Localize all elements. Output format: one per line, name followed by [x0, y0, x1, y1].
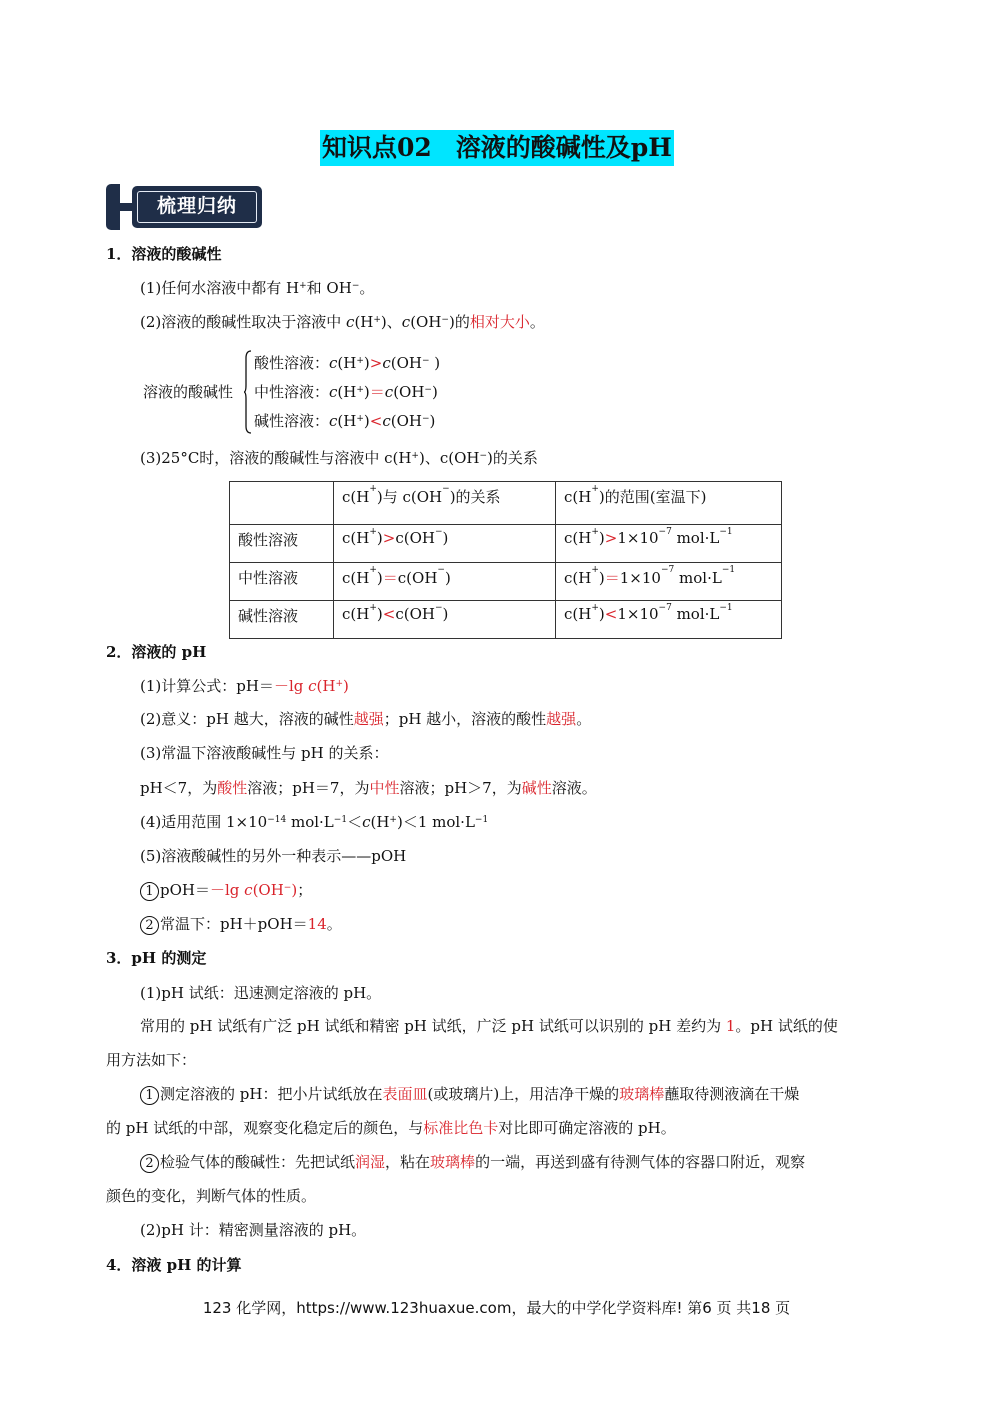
row-range: $c(H^+)=1\times 10^{-7}$ $mol\cdot L^{-1}$ [556, 563, 782, 601]
row-range: $c(H^+)>1\times 10^{-7}$ $mol\cdot L^{-1}$ [556, 525, 782, 563]
acidity-table [229, 481, 782, 639]
para-relation: (3)常温下溶液酸碱性与 pH 的关系： [140, 744, 389, 762]
table-header-relation: c(H+)与 c(OH−)的关系 [334, 482, 556, 525]
table-row [230, 601, 782, 639]
row-label: 中性溶液 [230, 563, 334, 601]
table-row [230, 525, 782, 563]
page-title: 知识点02 溶液的酸碱性及pH [320, 130, 674, 166]
section-banner [106, 184, 264, 230]
row-range: $c(H^+)<1\times 10^{-7}$ $mol\cdot L^{-1}$ [556, 601, 782, 639]
neutral-condition: 中性溶液：c(H+)＝c(OH−) [254, 383, 438, 401]
heading-calculation: 4．溶液 pH 的计算 [106, 1256, 242, 1274]
table-cell [230, 482, 334, 525]
para-test-gas-cont: 颜色的变化，判断气体的性质。 [106, 1187, 317, 1205]
para-range: (4)适用范围 $1\times 10^{-14}$ $mol\cdot L^{-1}<c(H^+)<1$ $mol\cdot L^{-1}$ [140, 813, 489, 831]
para-poh-formula: 1 pOH＝－lg c(OH−)； [140, 880, 312, 901]
para-measure-solution: 1 测定溶液的 pH：把小片试纸放在表面皿(或玻璃片)上，用洁净干燥的玻璃棒蘸取待测液滴在干燥 [140, 1084, 799, 1105]
row-label: 碱性溶液 [230, 601, 334, 639]
para-ph-poh-sum: 2 常温下：pH＋pOH＝14。 [140, 914, 342, 935]
heading-acidity: 1．溶液的酸碱性 [106, 245, 222, 263]
row-relation: c(H+)＝c(OH−) [334, 563, 556, 601]
row-label: 酸性溶液 [230, 525, 334, 563]
acid-condition: 酸性溶液：c(H+)>c(OH− ) [254, 354, 441, 372]
para-measure-solution-cont: 的 pH 试纸的中部，观察变化稳定后的颜色，与标准比色卡对比即可确定溶液的 pH。 [106, 1119, 676, 1137]
para-meaning: (2)意义：pH 越大，溶液的碱性越强；pH 越小，溶液的酸性越强。 [140, 710, 592, 728]
brace-icon [244, 350, 252, 434]
table-header-range: c(H+)的范围(室温下) [556, 482, 782, 525]
base-condition: 碱性溶液：c(H+)<c(OH−) [254, 412, 436, 430]
para-ions: (1)任何水溶液中都有 H+和 OH−。 [140, 279, 375, 297]
row-relation: c(H+)<c(OH−) [334, 601, 556, 639]
brace-label: 溶液的酸碱性 [143, 383, 234, 401]
para-depends: (2)溶液的酸碱性取决于溶液中 c(H+)、c(OH−)的相对大小。 [140, 313, 545, 331]
para-test-gas: 2 检验气体的酸碱性：先把试纸润湿，粘在玻璃棒的一端，再送到盛有待测气体的容器口附近，观察 [140, 1152, 805, 1173]
page-footer: 123 化学网，https://www.123huaxue.com，最大的中学化学资料库! 第6 页 共18 页 [202, 1299, 791, 1317]
table-row [230, 563, 782, 601]
heading-measure: 3．pH 的测定 [106, 949, 207, 967]
row-relation: c(H+)>c(OH−) [334, 525, 556, 563]
heading-ph: 2．溶液的 pH [106, 643, 207, 661]
banner-label: 梳理归纳 [137, 191, 257, 223]
para-ph-meter: (2)pH 计：精密测量溶液的 pH。 [140, 1221, 367, 1239]
para-ph-values: pH＜7，为酸性溶液；pH＝7，为中性溶液；pH＞7，为碱性溶液。 [140, 779, 597, 797]
para-common-paper: 常用的 pH 试纸有广泛 pH 试纸和精密 pH 试纸，广泛 pH 试纸可以识别的 pH 差约为 1。pH 试纸的使 [140, 1017, 838, 1035]
para-25c: (3)25°C时，溶液的酸碱性与溶液中 c(H+)、c(OH−)的关系 [140, 449, 538, 467]
para-test-paper: (1)pH 试纸：迅速测定溶液的 pH。 [140, 984, 382, 1002]
para-formula: (1)计算公式：pH＝－lg c(H+) [140, 677, 349, 695]
para-poh: (5)溶液酸碱性的另外一种表示——pOH [140, 847, 407, 865]
table-header-row [230, 482, 782, 525]
para-common-paper-cont: 用方法如下： [106, 1051, 197, 1069]
